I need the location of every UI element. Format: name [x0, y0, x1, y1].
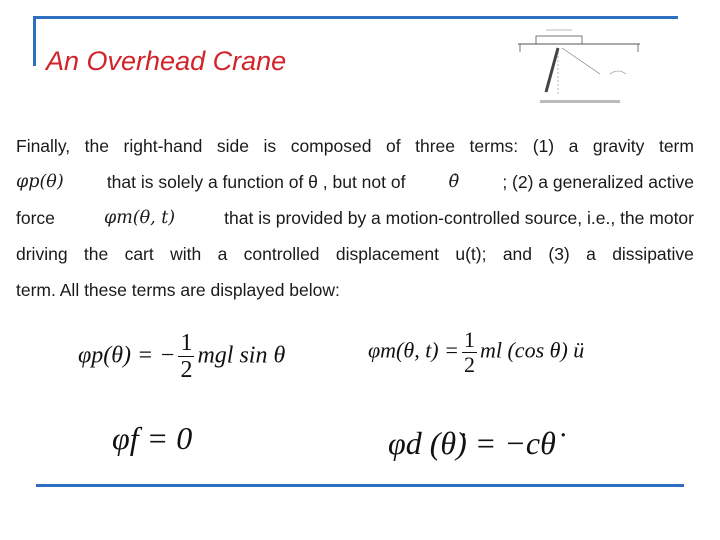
- equation-phi-p: [78, 330, 285, 384]
- paragraph-line-1: Finally, the right-hand side is composed of three terms: (1) a gravity term: [16, 136, 694, 156]
- theta-dot-inline: θ̇: [448, 172, 460, 192]
- paragraph-line-3: [16, 200, 694, 236]
- paragraph-line-3-lead: force: [16, 208, 55, 228]
- body-paragraph: [16, 128, 694, 308]
- paragraph-line-4: driving the cart with a controlled displacement u(t); and (3) a dissipative: [16, 244, 694, 264]
- paragraph-line-2: [16, 164, 694, 200]
- paragraph-line-5: term. All these terms are displayed below:: [16, 280, 340, 300]
- paragraph-line-2-tail: ; (2) a generalized active: [502, 172, 694, 192]
- equation-phi-m-rhs: ml (cos θ) ü: [479, 337, 585, 363]
- equation-phi-p-fraction: [178, 330, 194, 384]
- crane-diagram-thumbnail: [510, 26, 658, 108]
- phi-p-inline: φp(θ): [16, 172, 64, 192]
- equation-phi-p-lhs: φp(θ) = −: [78, 342, 176, 369]
- equation-phi-f: φf = 0: [112, 420, 193, 456]
- equation-phi-m-numerator: 1: [463, 327, 475, 352]
- equation-phi-m-fraction: [462, 328, 477, 377]
- equation-phi-p-denominator: 2: [180, 357, 193, 384]
- paragraph-line-2-text: that is solely a function of θ , but not of: [106, 172, 406, 192]
- equation-phi-m: [368, 328, 584, 377]
- frame-top-rule: [33, 16, 678, 19]
- equation-phi-m-lhs: φm(θ, t) =: [368, 337, 459, 363]
- equation-phi-d: φd (θ̇) = −cθ̇: [388, 425, 556, 461]
- equation-phi-m-denominator: 2: [463, 352, 475, 378]
- equation-phi-p-numerator: 1: [180, 330, 193, 356]
- slide-title: An Overhead Crane: [46, 46, 287, 76]
- paragraph-line-3-text: that is provided by a motion-controlled source, i.e., the motor: [224, 208, 694, 228]
- equation-phi-p-rhs: mgl sin θ: [197, 342, 286, 369]
- phi-m-inline: φm(θ, t): [103, 208, 176, 228]
- frame-left-rule: [33, 16, 36, 66]
- frame-bottom-rule: [36, 484, 684, 487]
